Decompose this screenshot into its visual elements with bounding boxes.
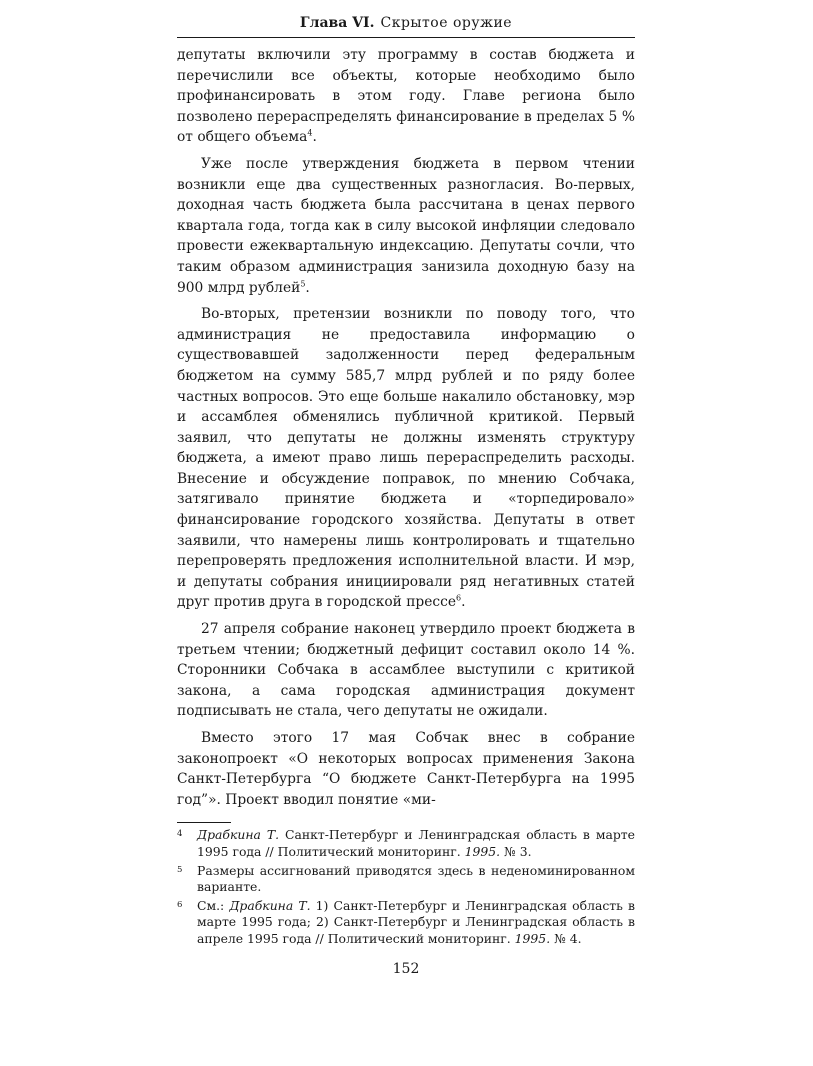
paragraph-text: . [461, 594, 466, 611]
footnote-text [197, 827, 635, 859]
footnote-divider [177, 822, 231, 823]
footnote [177, 827, 635, 859]
footnote-author: Драбкина Т. [229, 898, 311, 914]
paragraph [177, 728, 635, 810]
footnote-prefix: См.: [197, 898, 225, 914]
footnote-ref: 4 [307, 128, 313, 138]
footnote-issue: № 3. [504, 843, 532, 859]
footnote [177, 898, 635, 947]
footnote-body: Размеры ассигнований приводятся здесь в неденоминированном варианте. [197, 862, 635, 894]
footnote-text [197, 898, 635, 947]
paragraph [177, 154, 635, 298]
footnote-issue: № 4. [554, 930, 582, 946]
footnote-year: 1995. [514, 930, 551, 946]
footnote-ref: 5 [300, 278, 306, 288]
footnote-author: Драбкина Т. [197, 827, 280, 843]
footnote-ref: 6 [456, 593, 462, 603]
footnote-body: 1) Санкт-Петербург и Ленинградская область в марте 1995 года; 2) Санкт-Петербург и Ленинградская область в апреле 1995 года // Политический мониторинг. [197, 898, 635, 946]
running-head [177, 14, 635, 38]
paragraph-text: Уже после утверждения бюджета в первом чтении возникли еще два существенных разногласия. Во-первых, доходная часть бюджета была рассчитана в ценах первого квартала года, тогда как в силу высокой инфляции следовало провести ежеквартальную индексацию. Депутаты сочли, что таким образом администрация занизила доходную базу на 900 млрд рублей [177, 155, 635, 296]
footnote-body: Санкт-Петербург и Ленинградская область в марте 1995 года // Политический мониторинг. [197, 827, 635, 859]
paragraph-text: Во-вторых, претензии возникли по поводу того, что администрация не предоставила информацию о существовавшей задолженности перед федеральным бюджетом на сумму 585,7 млрд рублей и по ряду более частных вопросов. Это еще больше накалило обстановку, мэр и ассамблея обменялись публичной критикой. Первый заявил, что депутаты не должны изменять структуру бюджета, а имеют право лишь перераспределить расходы. Внесение и обсуждение поправок, по мнению Собчака, затягивало принятие бюджета и «торпедировало» финансирование городского хозяйства. Депутаты в ответ заявили, что намерены лишь контролировать и тщательно перепроверять предложения исполнительной власти. И мэр, и депутаты собрания инициировали ряд негативных статей друг против друга в городской прессе [177, 306, 635, 611]
page-number: 152 [392, 960, 420, 977]
book-page [177, 14, 635, 977]
footnote-text [197, 863, 635, 895]
footnote [177, 863, 635, 895]
footnotes [177, 822, 635, 946]
body-text [177, 45, 635, 810]
paragraph-text: Вместо этого 17 мая Собчак внес в собрание законопроект «О некоторых вопросах применения Закона Санкт-Петербурга “О бюджете Санкт-Петербурга на 1995 год”». Проект вводил понятие «ми- [177, 730, 635, 808]
footnote-year: 1995. [464, 843, 501, 859]
paragraph [177, 45, 635, 148]
chapter-number: Глава VI. [299, 15, 375, 31]
paragraph-text: 27 апреля собрание наконец утвердило проект бюджета в третьем чтении; бюджетный дефицит составил около 14 %. Сторонники Собчака в ассамблее выступили с критикой закона, а сама городская администрация документ подписывать не стала, чего депутаты не ожидали. [177, 621, 635, 720]
paragraph-text: . [305, 279, 310, 296]
paragraph-text: депутаты включили эту программу в состав бюджета и перечислили все объекты, которые необходимо было профинансировать в этом году. Главе региона было позволено перераспределять финансирование в пределах 5 % от общего объема [177, 47, 635, 146]
footnote-number: 5 [177, 864, 183, 875]
paragraph-text: . [312, 129, 317, 146]
footnote-number: 4 [177, 829, 183, 840]
paragraph [177, 619, 635, 722]
chapter-title: Скрытое оружие [380, 15, 513, 31]
footnote-number: 6 [177, 900, 183, 911]
paragraph [177, 304, 635, 613]
